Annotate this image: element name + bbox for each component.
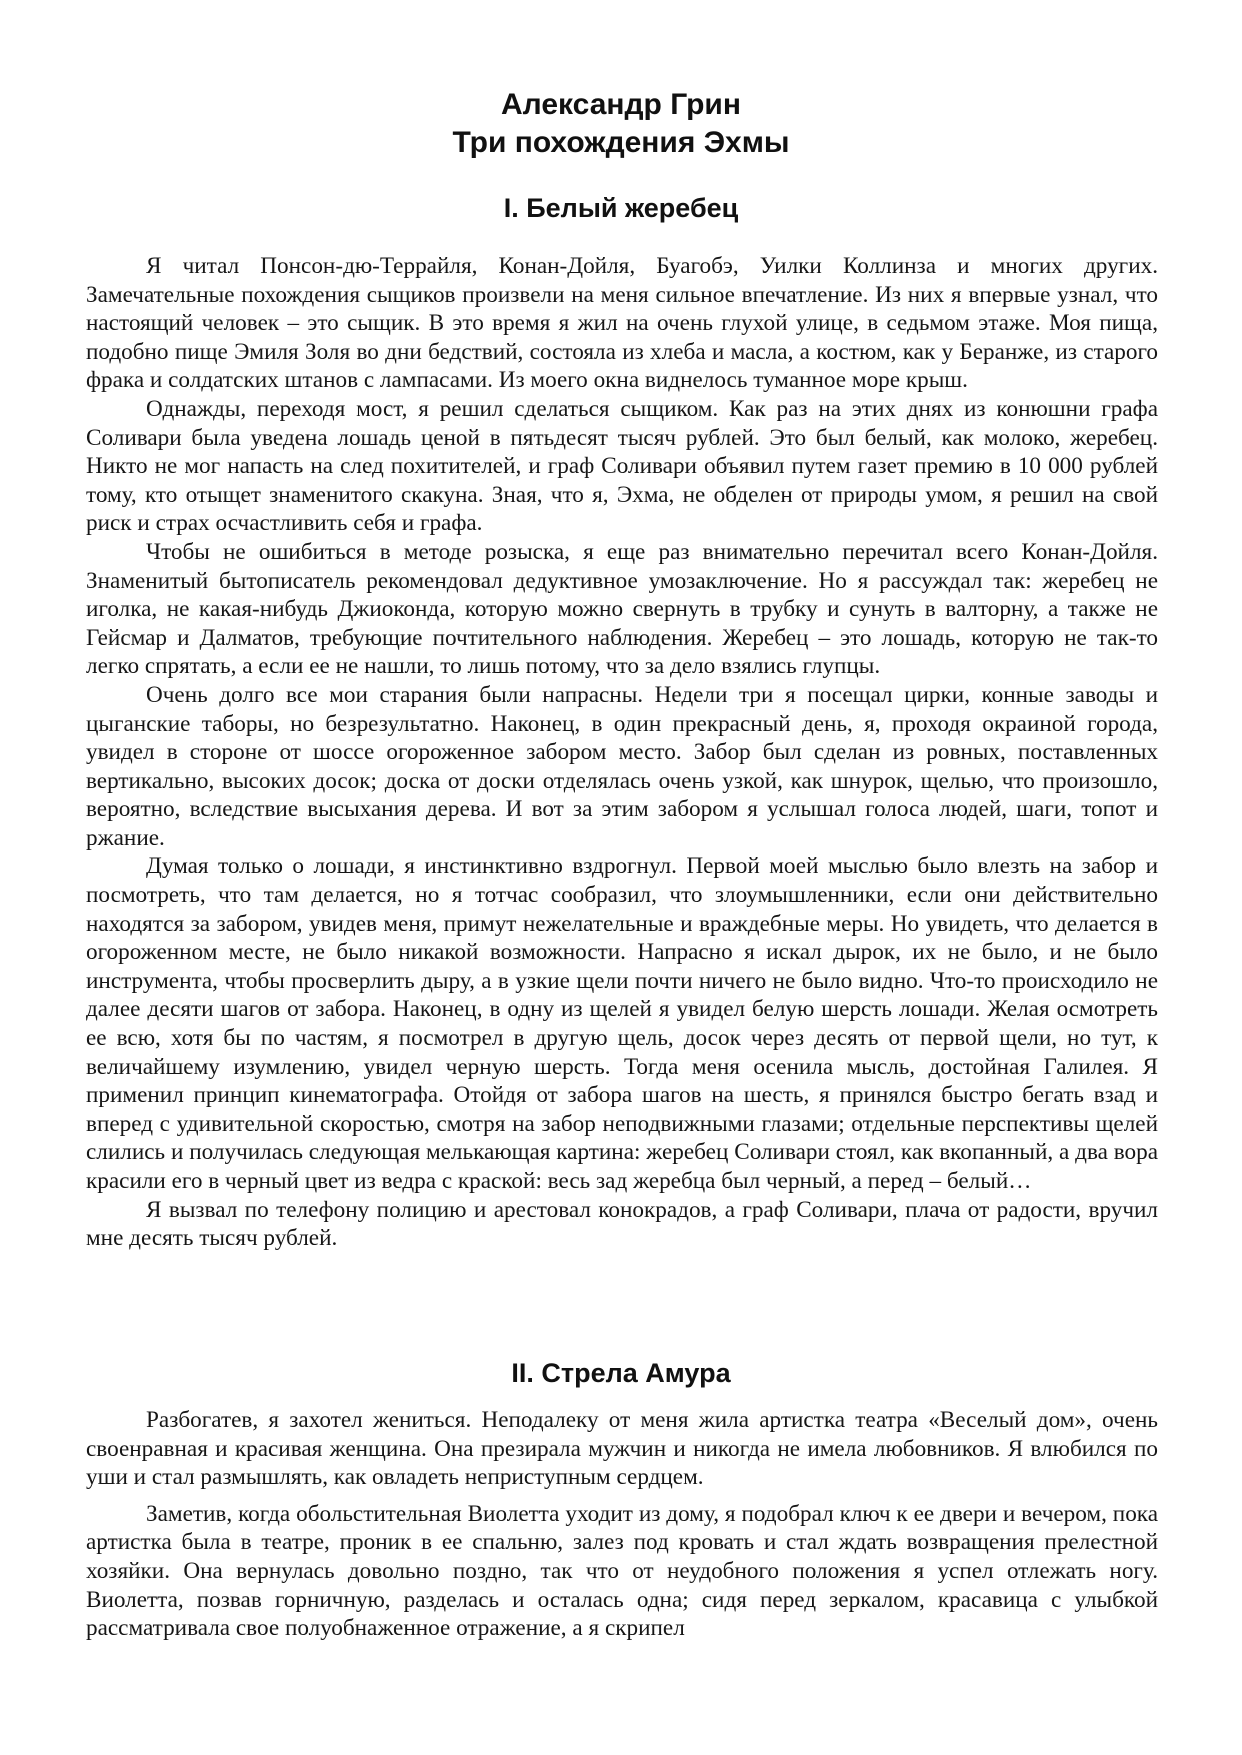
- paragraph: Я вызвал по телефону полицию и арестовал конокрадов, а граф Соливари, плача от радости, вручил мне десять тысяч рублей.: [86, 1196, 1158, 1252]
- paragraph: Заметив, когда обольстительная Виолетта уходит из дому, я подобрал ключ к ее двери и вечером, пока артистка была в театре, проник в ее спальню, залез под кровать и стал ждать возвращения прелестной хозяйки. Она вернулась довольно поздно, так что от неудобного положения я успел отлежать ногу. Виолетта, позвав горничную, разделась и осталась одна; сидя перед зеркалом, красавица с улыбкой рассматривала свое полуобнаженное отражение, а я скрипел: [86, 1500, 1158, 1642]
- work-title: Три похождения Эхмы: [452, 126, 790, 159]
- paragraph: Я читал Понсон-дю-Террайля, Конан-Дойля, Буагобэ, Уилки Коллинза и многих других. Замечательные похождения сыщиков произвели на меня сильное впечатление. Из них я впервые узнал, что настоящий человек – это сыщик. В это время я жил на очень глухой улице, в седьмом этаже. Моя пища, подобно пище Эмиля Золя во дни бедствий, состояла из хлеба и масла, а костюм, как у Беранже, из старого фрака и солдатских штанов с лампасами. Из моего окна виднелось туманное море крыш.: [86, 253, 1158, 394]
- paragraph: Думая только о лошади, я инстинктивно вздрогнул. Первой моей мыслью было влезть на забор и посмотреть, что там делается, но я тотчас сообразил, что злоумышленники, если они действительно находятся за забором, увидев меня, примут нежелательные и враждебные меры. Но увидеть, что делается в огороженном месте, не было никакой возможности. Напрасно я искал дырок, их не было, и не было инструмента, чтобы просверлить дыру, а в узкие щели почти ничего не было видно. Что-то происходило не далее десяти шагов от забора. Наконец, в одну из щелей я увидел белую шерсть лошади. Желая осмотреть ее всю, хотя бы по частям, я посмотрел в другую щель, досок через десять от первой щели, но тут, к величайшему изумлению, увидел черную шерсть. Тогда меня осенила мысль, достойная Галилея. Я применил принцип кинематографа. Отойдя от забора шагов на шесть, я принялся быстро бегать взад и вперед с удивительной скоростью, смотря на забор неподвижными глазами; отдельные перспективы щелей слились и получилась следующая мелькающая картина: жеребец Соливари стоял, как вкопанный, а два вора красили его в черный цвет из ведра с краской: весь зад жеребца был черный, а перед – белый…: [86, 853, 1158, 1194]
- paragraph: Очень долго все мои старания были напрасны. Недели три я посещал цирки, конные заводы и цыганские таборы, но безрезультатно. Наконец, в один прекрасный день, я, проходя окраиной города, увидел в стороне от шоссе огороженное забором место. Забор был сделан из ровных, поставленных вертикально, высоких досок; доска от доски отделялась очень узкой, как шнурок, щелью, что произошло, вероятно, вследствие высыхания дерева. И вот за этим забором я услышал голоса людей, шаги, топот и ржание.: [86, 681, 1158, 851]
- chapter-1-body: [86, 252, 1158, 1253]
- chapter-1-heading: I. Белый жеребец: [503, 193, 739, 223]
- paragraph: Разбогатев, я захотел жениться. Неподалеку от меня жила артистка театра «Веселый дом», очень своенравная и красивая женщина. Она презирала мужчин и никогда не имела любовников. Я влюбился по уши и стал размышлять, как овладеть неприступным сердцем.: [86, 1407, 1158, 1491]
- chapter-2-heading: II. Стрела Амура: [511, 1358, 731, 1388]
- chapter-2-body: [86, 1406, 1158, 1643]
- paragraph: Однажды, переходя мост, я решил сделаться сыщиком. Как раз на этих днях из конюшни графа Соливари была уведена лошадь ценой в пятьдесят тысяч рублей. Это был белый, как молоко, жеребец. Никто не мог напасть на след похитителей, и граф Соливари объявил путем газет премию в 10 000 рублей тому, кто отыщет знаменитого скакуна. Зная, что я, Эхма, не обделен от природы умом, я решил на свой риск и страх осчастливить себя и графа.: [86, 395, 1158, 537]
- author-name: Александр Грин: [501, 88, 741, 121]
- paragraph: Чтобы не ошибиться в методе розыска, я еще раз внимательно перечитал всего Конан-Дойля. Знаменитый бытописатель рекомендовал дедуктивное умозаключение. Но я рассуждал так: жеребец не иголка, не какая-нибудь Джиоконда, которую можно свернуть в трубку и сунуть в валторну, а также не Гейсмар и Далматов, требующие почтительного наблюдения. Жеребец – это лошадь, которую не так-то легко спрятать, а если ее не нашли, то лишь потому, что за дело взялись глупцы.: [86, 538, 1158, 680]
